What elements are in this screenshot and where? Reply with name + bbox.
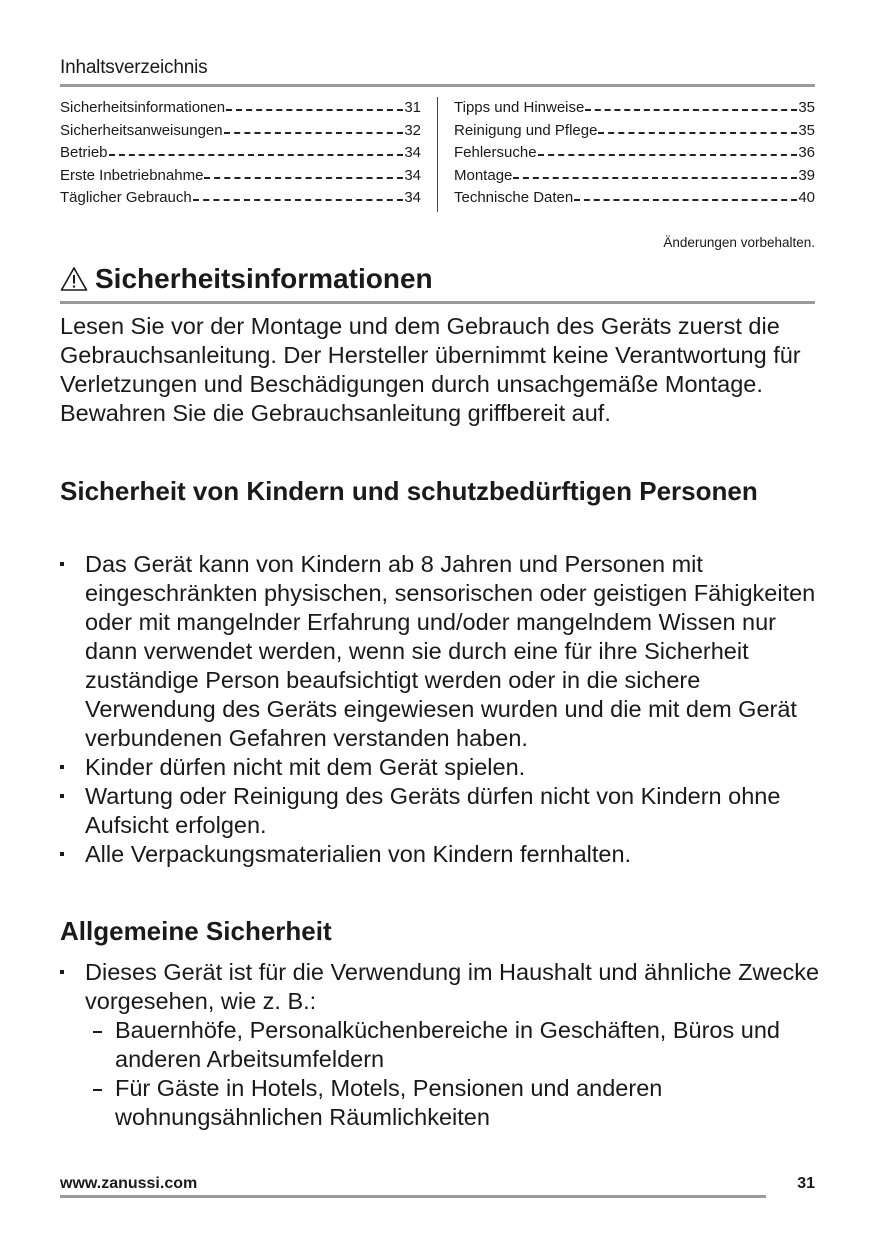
- page-number: 31: [797, 1175, 815, 1192]
- toc-leader: [204, 177, 403, 179]
- manual-page: [60, 0, 820, 1241]
- list-item: Das Gerät kann von Kindern ab 8 Jahren und Personen mit eingeschränkten physischen, sensorischen oder geistigen Fähigkeiten oder mit mangelnder Erfahrung und/oder mangelndem Wissen nur dann verwendet werden, wenn sie durch eine für ihre Sicherheit zuständige Person beaufsichtigt werden oder in die sichere Verwendung des Geräts eingewiesen wurden und die mit dem Gerät verbundenen Gefahren verstanden haben.: [60, 550, 820, 753]
- list-item: Dieses Gerät ist für die Verwendung im Haushalt und ähnliche Zwecke vorgesehen, wie z. B.: Bauernhöfe, Personalküchenbereiche in Geschäften, Büros und anderen Arbeitsumfeldern Für Gäste in Hotels, Motels, Pensionen und anderen wohnungsähnlichen Räumlichkeiten: [60, 958, 820, 1132]
- general-safety-heading: Allgemeine Sicherheit: [60, 916, 332, 946]
- list-item: Wartung oder Reinigung des Geräts dürfen nicht von Kindern ohne Aufsicht erfolgen.: [60, 782, 820, 840]
- toc-leader: [574, 199, 797, 201]
- toc-divider: [60, 84, 815, 87]
- toc-entry[interactable]: Täglicher Gebrauch 34: [60, 189, 421, 207]
- toc-entry[interactable]: Fehlersuche 36: [454, 144, 815, 162]
- toc-entry[interactable]: Sicherheitsinformationen 31: [60, 99, 421, 116]
- dash-icon: [93, 1089, 102, 1091]
- children-safety-list: [60, 550, 820, 869]
- general-safety-sublist: [85, 1016, 820, 1132]
- toc-entry[interactable]: Reinigung und Pflege 35: [454, 121, 815, 139]
- toc-title: Inhaltsverzeichnis: [60, 57, 208, 78]
- general-safety-list: [60, 958, 820, 1132]
- toc-entry[interactable]: Tipps und Hinweise 35: [454, 99, 815, 116]
- table-of-contents: [60, 97, 815, 212]
- section-divider: [60, 301, 815, 304]
- sub-list-item: Für Gäste in Hotels, Motels, Pensionen und anderen wohnungsähnlichen Räumlichkeiten: [85, 1074, 820, 1132]
- toc-entry[interactable]: Sicherheitsanweisungen 32: [60, 121, 421, 139]
- toc-leader: [538, 154, 798, 156]
- footer-divider: [60, 1195, 766, 1198]
- list-item: Alle Verpackungsmaterialien von Kindern fernhalten.: [60, 840, 820, 869]
- section-heading: [60, 263, 433, 295]
- toc-leader: [585, 109, 797, 111]
- dash-icon: [93, 1031, 102, 1033]
- warning-triangle-icon: [60, 266, 88, 292]
- bullet-icon: [60, 794, 64, 798]
- toc-leader: [513, 177, 797, 179]
- footer-website-link[interactable]: www.zanussi.com: [60, 1175, 198, 1192]
- section-title: Sicherheitsinformationen: [95, 263, 433, 294]
- children-safety-heading: Sicherheit von Kindern und schutzbedürftigen Personen: [60, 476, 758, 506]
- toc-column-right: [438, 97, 815, 212]
- bullet-icon: [60, 852, 64, 856]
- toc-entry[interactable]: Montage 39: [454, 166, 815, 184]
- list-item: Kinder dürfen nicht mit dem Gerät spielen.: [60, 753, 820, 782]
- toc-leader: [226, 109, 403, 111]
- bullet-icon: [60, 562, 64, 566]
- bullet-icon: [60, 970, 64, 974]
- toc-leader: [193, 199, 404, 201]
- toc-entry[interactable]: Technische Daten 40: [454, 189, 815, 207]
- toc-leader: [109, 154, 404, 156]
- toc-entry[interactable]: Betrieb 34: [60, 144, 421, 162]
- changes-note: Änderungen vorbehalten.: [663, 235, 815, 250]
- toc-leader: [224, 132, 404, 134]
- toc-entry[interactable]: Erste Inbetriebnahme 34: [60, 166, 421, 184]
- toc-column-left: [60, 97, 438, 212]
- bullet-icon: [60, 765, 64, 769]
- sub-list-item: Bauernhöfe, Personalküchenbereiche in Geschäften, Büros und anderen Arbeitsumfeldern: [85, 1016, 820, 1074]
- intro-paragraph: Lesen Sie vor der Montage und dem Gebrauch des Geräts zuerst die Gebrauchsanleitung. Der Hersteller übernimmt keine Verantwortung für Verletzungen und Beschädigungen durch unsachgemäße Montage. Bewahren Sie die Gebrauchsanleitung griffbereit auf.: [60, 313, 801, 426]
- toc-leader: [598, 132, 797, 134]
